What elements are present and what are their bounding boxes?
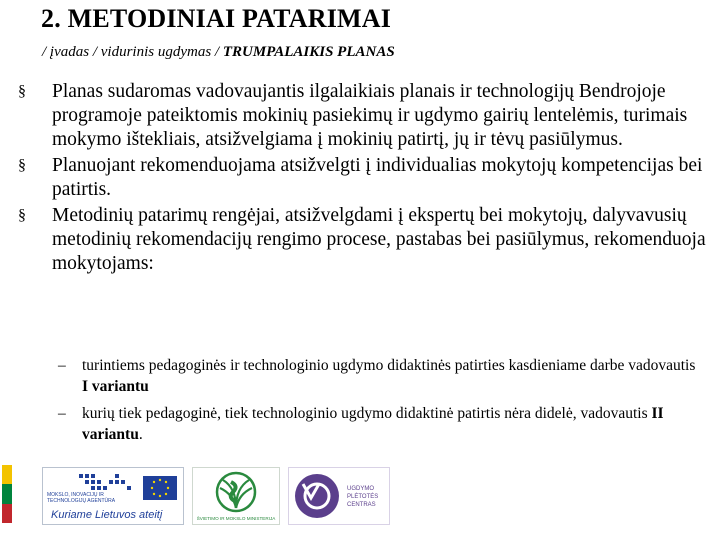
- ministry-logo: [192, 467, 280, 525]
- dash-bullet-icon: –: [58, 357, 66, 374]
- breadcrumb-current: TRUMPALAIKIS PLANAS: [222, 44, 395, 60]
- centre-line2: PLĖTOTĖS: [347, 494, 379, 500]
- breadcrumb-path: / įvadas / vidurinis ugdymas /: [42, 44, 223, 60]
- bullet-text: Metodinių patarimų rengėjai, atsižvelgdami į ekspertų bei mokytojų, dalyvavusių metodinių rekomendacijų rengimo procese, pastabas bei pasiūlymus, rekomenduoja mokytojams:: [52, 205, 706, 274]
- bullet-item: [16, 204, 706, 276]
- sub-bullet-emphasis: II variantu: [82, 405, 664, 443]
- bullet-item: [16, 154, 706, 202]
- slide-title: 2. METODINIAI PATARIMAI: [41, 4, 392, 33]
- square-bullet-icon: §: [18, 207, 26, 224]
- sub-bullet-text: turintiems pedagoginės ir technologinio ugdymo didaktinės patirties kasdieniame darbe vadovautis: [82, 357, 696, 374]
- upc-logo-graphic: [289, 468, 389, 524]
- upc-logo: [288, 467, 390, 525]
- esf-org-line1: MOKSLO, INOVACIJŲ IR: [47, 492, 104, 498]
- lithuanian-flag-icon: [2, 465, 12, 523]
- square-bullet-icon: §: [18, 83, 26, 100]
- sub-bullet-item: [58, 403, 698, 445]
- esf-logo: [42, 467, 184, 525]
- flag-stripe-red: [2, 504, 12, 523]
- ministry-emblem-icon: [193, 468, 279, 524]
- flag-stripe-yellow: [2, 465, 12, 484]
- bullet-text: Planuojant rekomenduojama atsižvelgti į individualias mokytojų kompetencijas bei patirtis.: [52, 155, 703, 200]
- square-bullet-icon: §: [18, 157, 26, 174]
- sub-bullet-item: [58, 355, 698, 397]
- centre-line3: CENTRAS: [347, 502, 376, 508]
- footer-logos: [0, 465, 720, 525]
- flag-stripe-green: [2, 484, 12, 503]
- bullet-text: Planas sudaromas vadovaujantis ilgalaikiais planais ir technologijų Bendrojoje programoje pateiktomis mokinių pasiekimų ir ugdymo gairių lentelėmis, turimais mokymo ištekliais, atsižvelgiama į mokinių patirtį, jų ir tėvų pasiūlymus.: [52, 81, 688, 150]
- breadcrumb: [42, 44, 395, 61]
- bullet-item: [16, 80, 706, 152]
- bullet-list: [16, 80, 706, 278]
- esf-logo-graphic: [43, 468, 183, 524]
- centre-line1: UGDYMO: [347, 486, 374, 492]
- sub-bullet-suffix: .: [138, 426, 143, 443]
- dash-bullet-icon: –: [58, 405, 66, 422]
- esf-org-line2: TECHNOLOGIJŲ AGENTŪRA: [47, 498, 116, 504]
- sub-bullet-emphasis: I variantu: [82, 378, 149, 395]
- sub-bullet-list: [58, 355, 698, 451]
- sub-bullet-text: kurių tiek pedagoginė, tiek technologinio ugdymo didaktinė patirtis nėra didelė, vadovautis: [82, 405, 652, 422]
- esf-slogan: Kuriame Lietuvos ateitį: [51, 509, 163, 521]
- ministry-caption: ŠVIETIMO IR MOKSLO MINISTERIJA: [196, 516, 276, 521]
